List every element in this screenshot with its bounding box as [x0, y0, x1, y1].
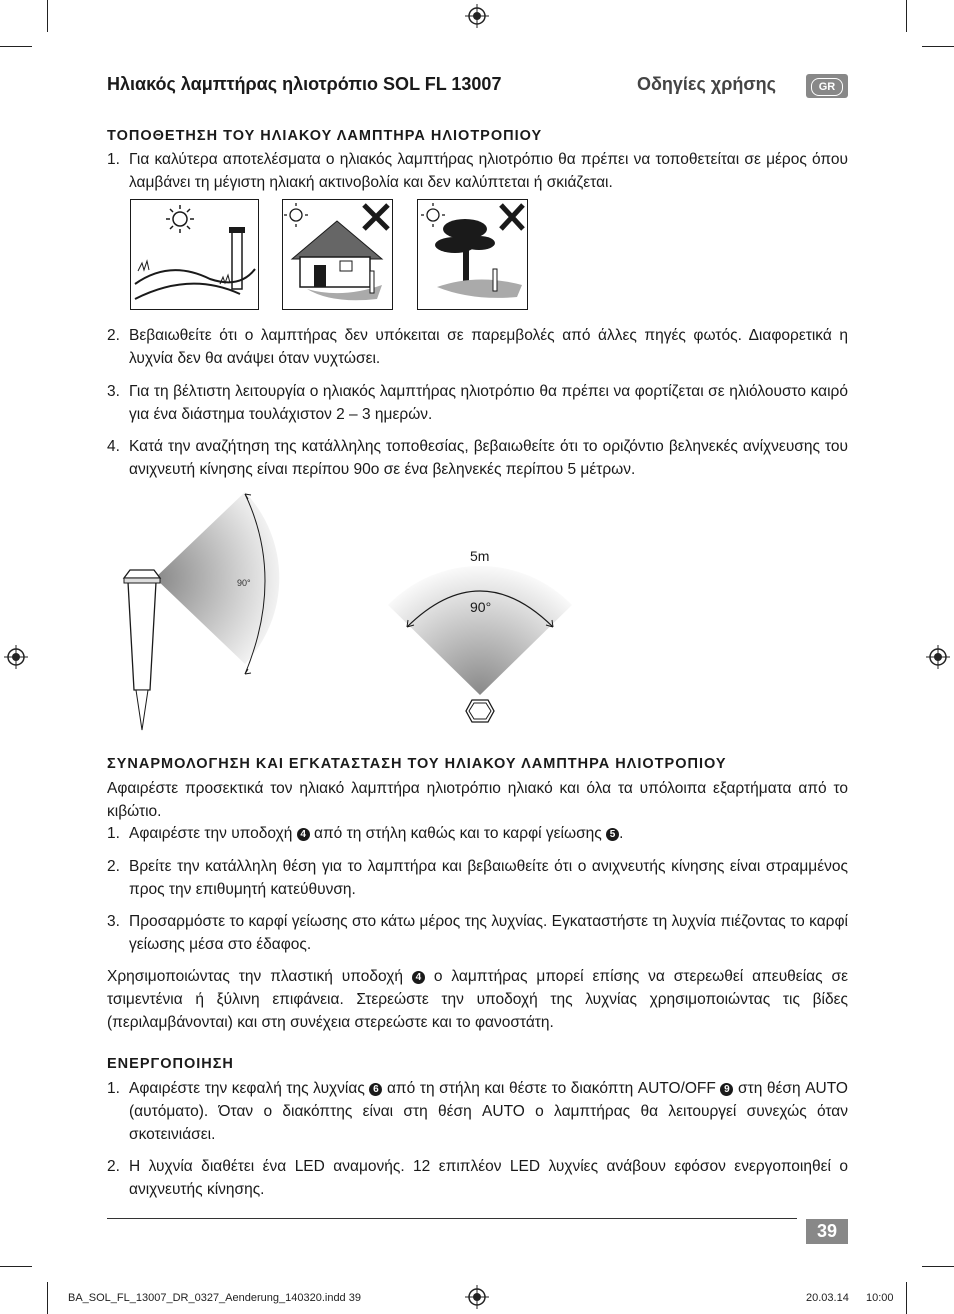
range-label: 5m	[470, 548, 490, 564]
registration-mark-icon	[4, 645, 28, 669]
print-date: 20.03.14	[806, 1292, 849, 1304]
part-ref-badge: 4	[297, 828, 310, 841]
list-item: 1. Αφαιρέστε την υποδοχή 4 από τη στήλη καθώς και το καρφί γείωσης 5 .	[107, 825, 624, 842]
list-item: 2. Βεβαιωθείτε ότι ο λαμπτήρας δεν υπόκειται σε παρεμβολές από άλλες πηγές φωτός. Διαφορετικά η λυχνία δεν θα ανάψει όταν νυχτώσει.	[107, 327, 848, 367]
part-ref-badge: 6	[369, 1083, 382, 1096]
language-badge: GR	[806, 74, 848, 98]
registration-mark-icon	[926, 645, 950, 669]
section-heading: ΣΥΝΑΡΜΟΛΟΓΗΣΗ ΚΑΙ ΕΓΚΑΤΑΣΤΑΣΗ ΤΟΥ ΗΛΙΑΚΟΥ ΛΑΜΠΤΗΡΑ ΗΛΙΟΤΡΟΠΙΟΥ	[107, 756, 727, 772]
list-item: 4. Κατά την αναζήτηση της κατάλληλης τοποθεσίας, βεβαιωθείτε ότι το οριζόντιο βεληνεκές ανίχνευσης του ανιχνευτή κίνησης είναι περίπου 90o σε ένα βεληνεκές περίπου 5 μέτρων.	[107, 438, 848, 478]
crop-mark	[0, 46, 32, 47]
crop-mark	[922, 1266, 954, 1267]
paragraph: Χρησιμοποιώντας την πλαστική υποδοχή 4 ο λαμπτήρας μπορεί επίσης να στερεωθεί απευθείας σε τσιμεντένια ή ξύλινη επιφάνεια. Στερεώστε την υποδοχή της λυχνίας χρησιμοποιώντας τις βίδες (περιλαμβάνονται) και στη συνέχεια στερεώστε και το φανοστάτη.	[107, 968, 848, 1031]
crop-mark	[47, 0, 48, 32]
manual-label: Οδηγίες χρήσης	[637, 74, 776, 94]
section-intro: Αφαιρέστε προσεκτικά τον ηλιακό λαμπτήρα ηλιοτρόπιο ηλιακό και όλα τα υπόλοιπα εξαρτήματα από το κιβώτιο.	[107, 780, 848, 820]
part-ref-badge: 4	[412, 971, 425, 984]
footer-divider	[107, 1218, 797, 1219]
list-item: 1. Για καλύτερα αποτελέσματα ο ηλιακός λαμπτήρας ηλιοτρόπιο θα πρέπει να τοποθετείται σε μέρος όπου λαμβάνει τη μέγιστη ηλιακή ακτινοβολία και δεν καλύπτεται ή σκιάζεται.	[107, 151, 848, 191]
list-item: 3. Προσαρμόστε το καρφί γείωσης στο κάτω μέρος της λυχνίας. Εγκαταστήστε τη λυχνία πιέζοντας το καρφί γείωσης μέσα στο έδαφος.	[107, 913, 848, 953]
list-item: 2. Βρείτε την κατάλληλη θέση για το λαμπτήρα και βεβαιωθείτε ότι ο ανιχνευτής κίνησης είναι στραμμένος προς την επιθυμητή κατεύθυνση.	[107, 858, 848, 898]
registration-mark-icon	[465, 4, 489, 28]
crop-mark	[906, 0, 907, 32]
side-view-detection-diagram	[110, 490, 290, 735]
document-title: Ηλιακός λαμπτήρας ηλιοτρόπιο SOL FL 13007	[107, 74, 502, 94]
print-time: 10:00	[866, 1292, 894, 1304]
top-angle-label: 90°	[470, 599, 492, 615]
part-ref-badge: 5	[606, 828, 619, 841]
crop-mark	[922, 46, 954, 47]
crop-mark	[0, 1266, 32, 1267]
list-item: 3. Για τη βέλτιστη λειτουργία ο ηλιακός λαμπτήρας ηλιοτρόπιο θα πρέπει να φορτίζεται σε ηλιόλουστο καιρό για ένα διάστημα τουλάχιστον 2 – 3 ημερών.	[107, 383, 848, 423]
illustration-sunny-spot	[130, 199, 259, 310]
top-view-detection-diagram	[385, 545, 575, 730]
section-heading: ΤΟΠΟΘΕΤΗΣΗ ΤΟΥ ΗΛΙΑΚΟΥ ΛΑΜΠΤΗΡΑ ΗΛΙΟΤΡΟΠΙΟΥ	[107, 128, 543, 144]
crop-mark	[47, 1282, 48, 1314]
crop-mark	[906, 1282, 907, 1314]
part-ref-badge: 9	[720, 1083, 733, 1096]
list-item: 2. Η λυχνία διαθέτει ένα LED αναμονής. 12 επιπλέον LED λυχνίες ανάβουν εφόσον ενεργοποιηθεί ο ανιχνευτής κίνησης.	[107, 1158, 848, 1198]
list-item: 1. Αφαιρέστε την κεφαλή της λυχνίας 6 από τη στήλη και θέστε το διακόπτη AUTO/OFF 9 στη θέση AUTO (αυτόματο). Όταν ο διακόπτης είναι στη θέση AUTO ο λαμπτήρας θα λειτουργεί συνεχώς όταν σκοτεινιάσει.	[107, 1080, 848, 1143]
illustration-tree-shade	[417, 199, 528, 310]
section-heading: ΕΝΕΡΓΟΠΟΙΗΣΗ	[107, 1056, 234, 1072]
side-angle-label: 90°	[237, 578, 251, 588]
registration-mark-icon	[465, 1285, 489, 1309]
page-number: 39	[806, 1219, 848, 1244]
file-name: BA_SOL_FL_13007_DR_0327_Aenderung_140320.indd 39	[68, 1292, 361, 1304]
illustration-house-shade	[282, 199, 393, 310]
